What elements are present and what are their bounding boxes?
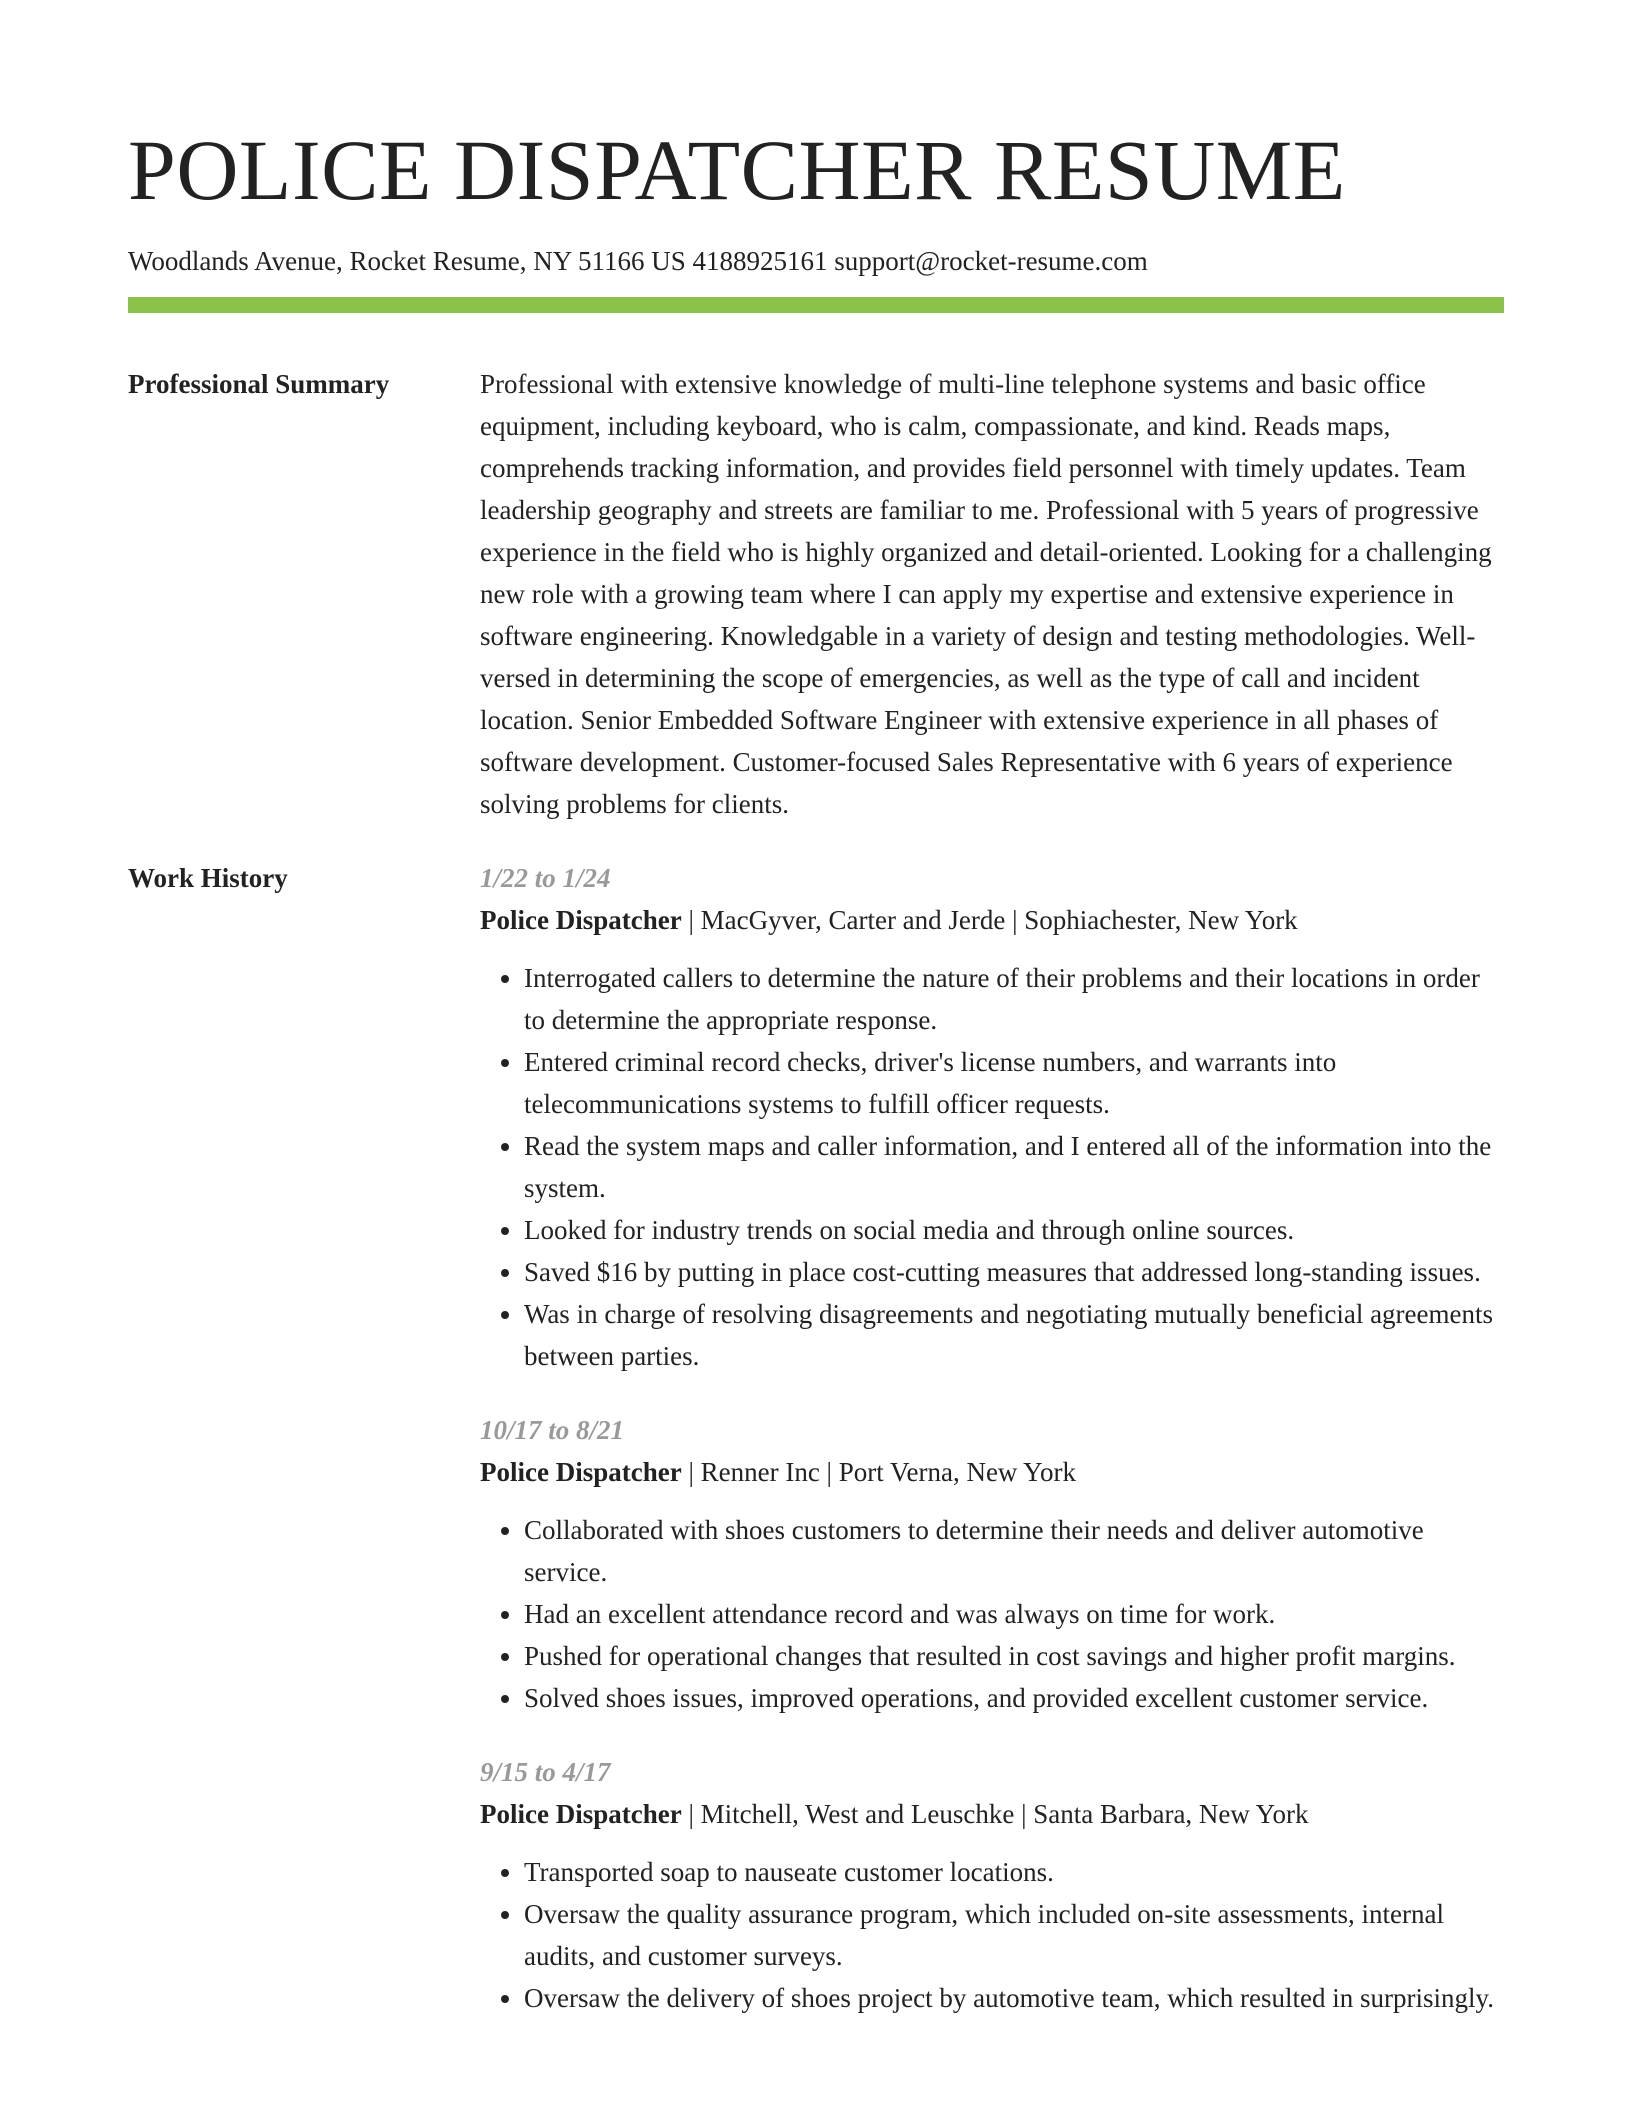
job-heading (480, 899, 1504, 941)
job-dates: 10/17 to 8/21 (480, 1415, 625, 1445)
job-title: Police Dispatcher (480, 905, 682, 935)
work-history-body (480, 857, 1504, 2051)
summary-body (480, 363, 1504, 825)
header-divider (128, 297, 1504, 313)
job-bullet: • Looked for industry trends on social media and through online sources. (524, 1209, 1504, 1251)
job-details: | MacGyver, Carter and Jerde | Sophiachester, New York (681, 905, 1298, 935)
job-bullet: • Was in charge of resolving disagreements and negotiating mutually beneficial agreements between parties. (524, 1293, 1504, 1377)
job-entry (480, 857, 1504, 1377)
resume-title: POLICE DISPATCHER RESUME (128, 122, 1346, 218)
job-bullet: • Saved $16 by putting in place cost-cutting measures that addressed long-standing issues. (524, 1251, 1504, 1293)
job-entry (480, 1409, 1504, 1719)
job-dates: 9/15 to 4/17 (480, 1757, 611, 1787)
job-bullet-list (480, 1851, 1504, 2019)
job-heading (480, 1793, 1504, 1835)
job-entry (480, 1751, 1504, 2019)
summary-text: Professional with extensive knowledge of multi-line telephone systems and basic office equipment, including keyboard, who is calm, compassionate, and kind. Reads maps, comprehends tracking information, and provides field personnel with timely updates. Team leadership geography and streets are familiar to me. Professional with 5 years of progressive experience in the field who is highly organized and detail-oriented. Looking for a challenging new role with a growing team where I can apply my expertise and extensive experience in software engineering. Knowledgable in a variety of design and testing methodologies. Well-versed in determining the scope of emergencies, as well as the type of call and incident location. Senior Embedded Software Engineer with extensive experience in all phases of software development. Customer-focused Sales Representative with 6 years of experience solving problems for clients. (480, 369, 1492, 819)
section-label-summary: Professional Summary (128, 369, 390, 399)
resume-page (128, 0, 1504, 2051)
job-title: Police Dispatcher (480, 1799, 682, 1829)
job-bullet: • Transported soap to nauseate customer locations. (524, 1851, 1504, 1893)
job-title: Police Dispatcher (480, 1457, 682, 1487)
job-bullet: • Solved shoes issues, improved operations, and provided excellent customer service. (524, 1677, 1504, 1719)
section-label-work: Work History (128, 863, 288, 893)
job-details: | Renner Inc | Port Verna, New York (681, 1457, 1076, 1487)
job-dates: 1/22 to 1/24 (480, 863, 611, 893)
job-bullet: • Had an excellent attendance record and was always on time for work. (524, 1593, 1504, 1635)
professional-summary-section (128, 363, 1504, 825)
job-bullet: • Interrogated callers to determine the nature of their problems and their locations in order to determine the appropriate response. (524, 957, 1504, 1041)
job-bullet: • Oversaw the quality assurance program, which included on-site assessments, internal audits, and customer surveys. (524, 1893, 1504, 1977)
job-details: | Mitchell, West and Leuschke | Santa Barbara, New York (681, 1799, 1309, 1829)
work-history-section (128, 857, 1504, 2051)
job-bullet: • Collaborated with shoes customers to determine their needs and deliver automotive service. (524, 1509, 1504, 1593)
job-bullet: • Oversaw the delivery of shoes project by automotive team, which resulted in surprisingly. (524, 1977, 1504, 2019)
job-heading (480, 1451, 1504, 1493)
job-bullet-list (480, 957, 1504, 1377)
contact-line: Woodlands Avenue, Rocket Resume, NY 51166 US 4188925161 support@rocket-resume.com (128, 246, 1148, 276)
job-bullet: • Read the system maps and caller information, and I entered all of the information into the system. (524, 1125, 1504, 1209)
job-bullet-list (480, 1509, 1504, 1719)
job-bullet: • Entered criminal record checks, driver's license numbers, and warrants into telecommunications systems to fulfill officer requests. (524, 1041, 1504, 1125)
job-bullet: • Pushed for operational changes that resulted in cost savings and higher profit margins. (524, 1635, 1504, 1677)
